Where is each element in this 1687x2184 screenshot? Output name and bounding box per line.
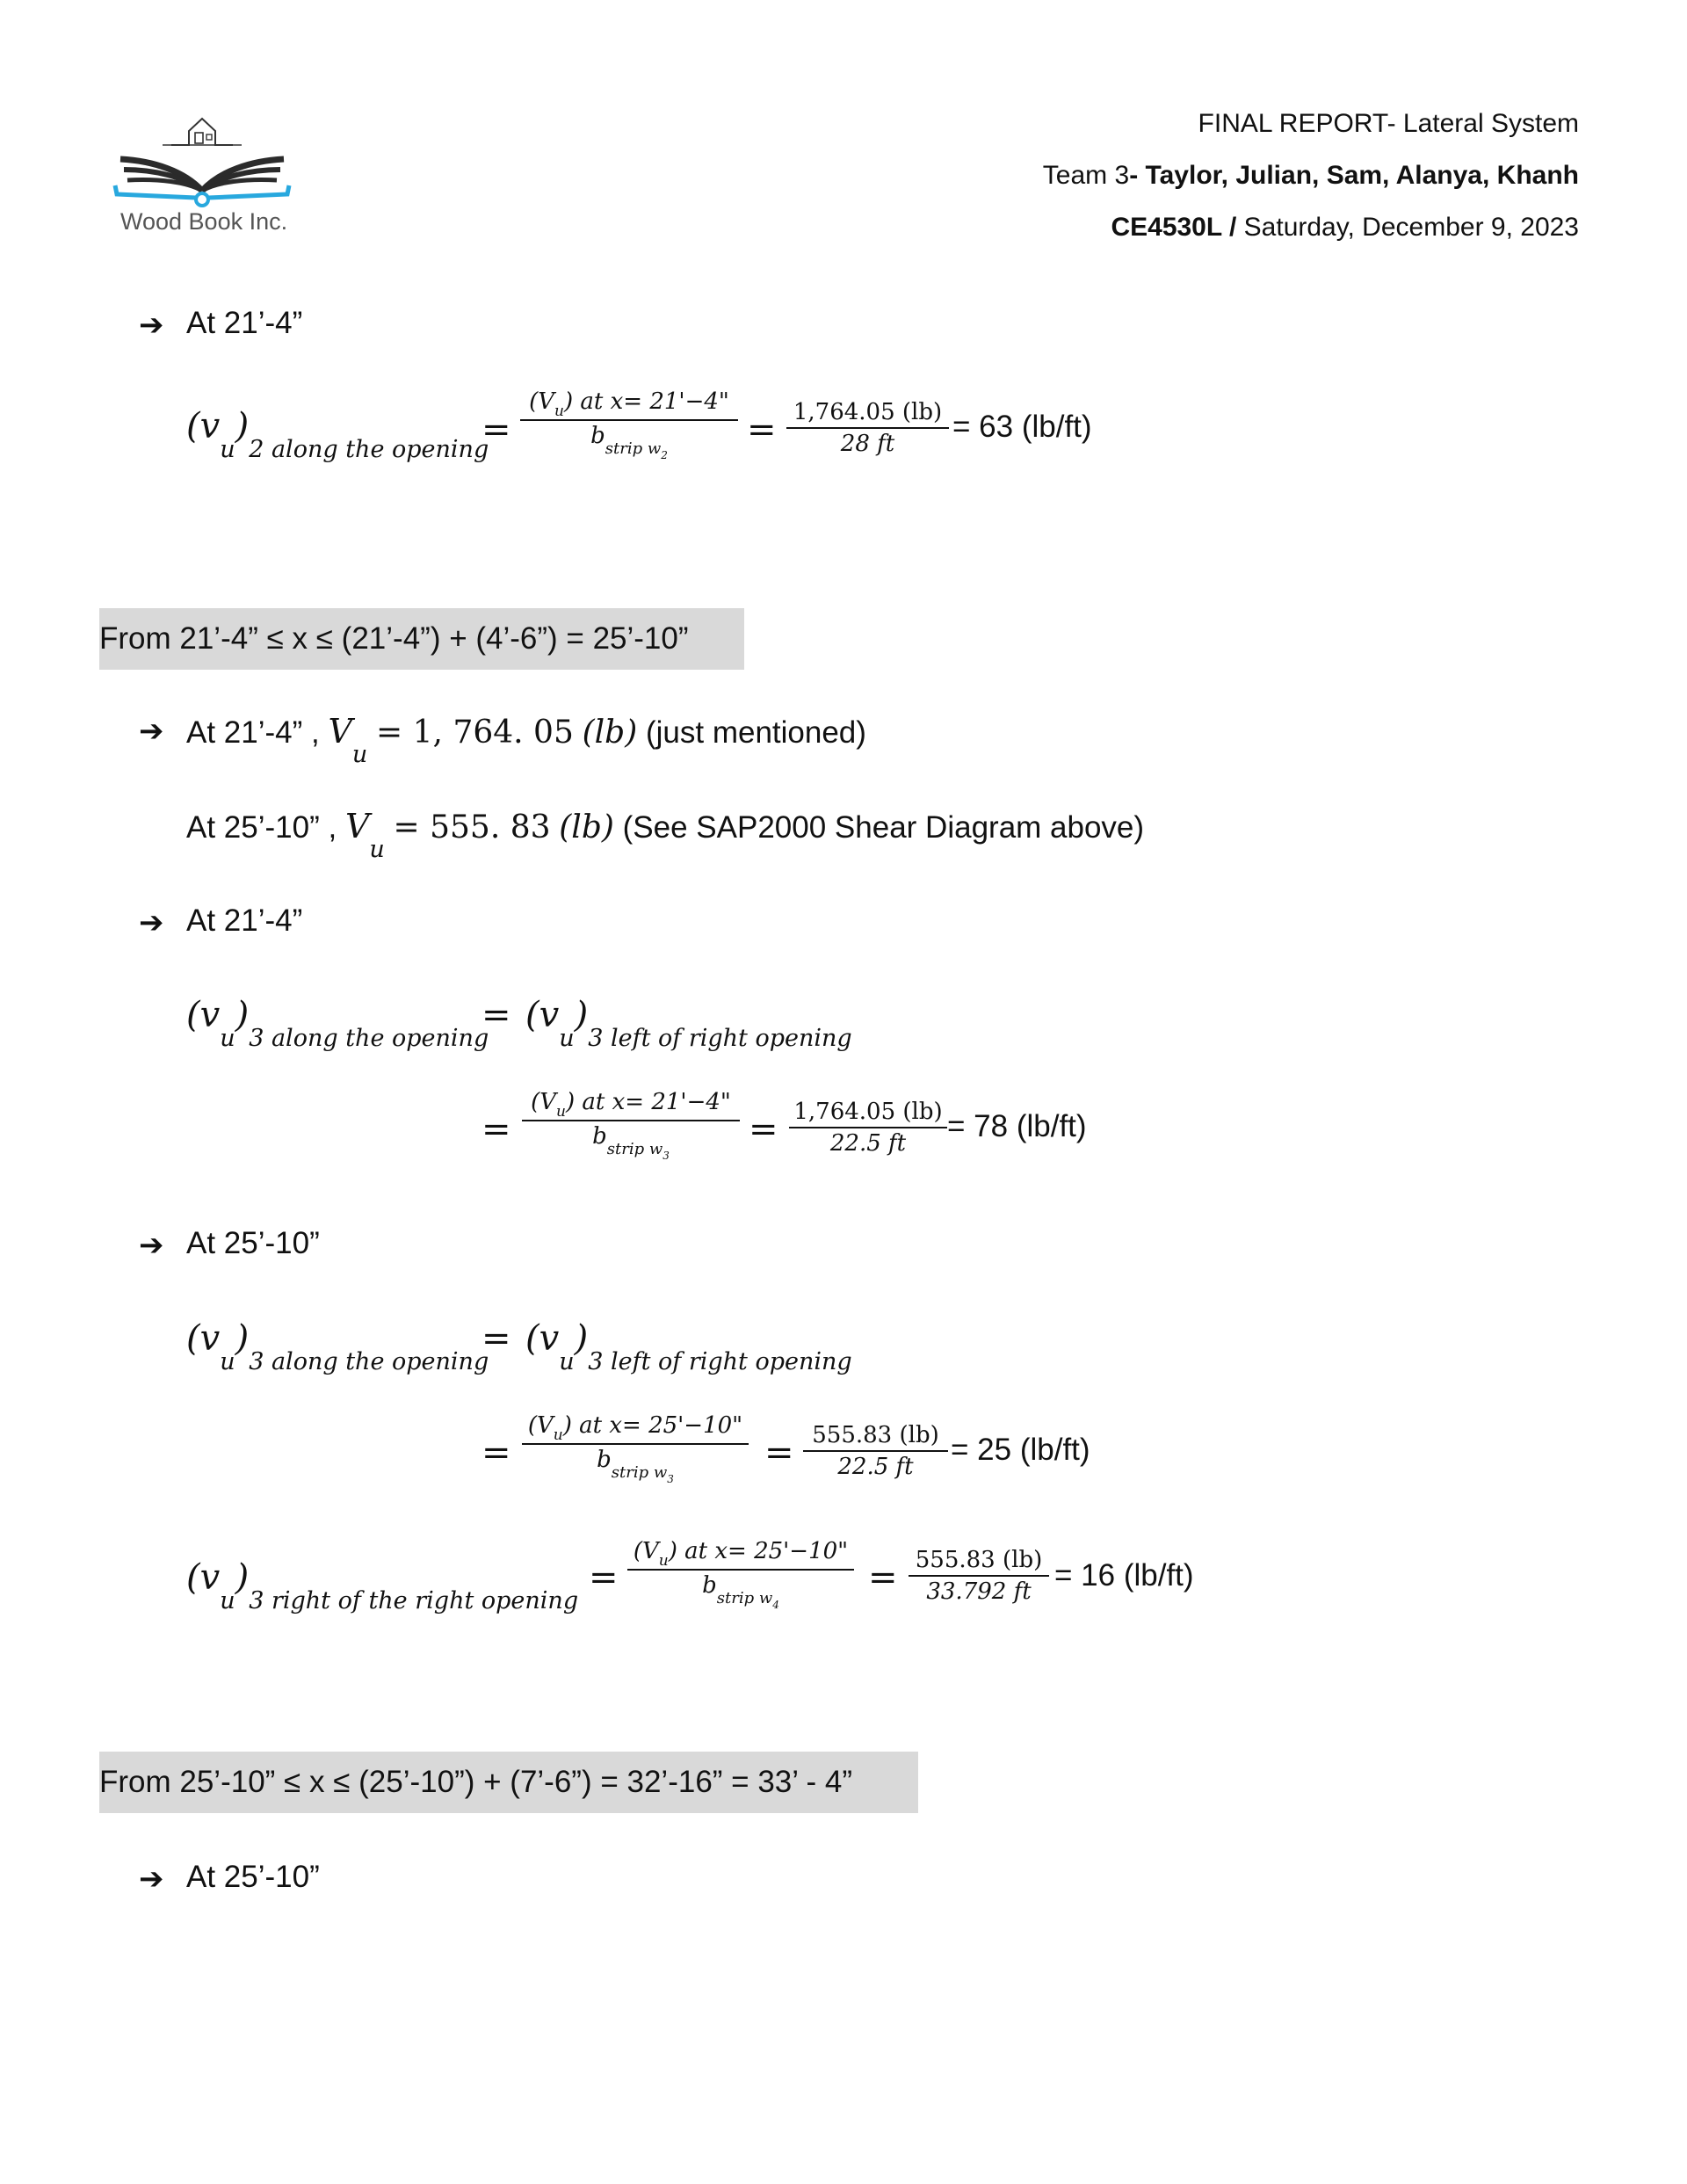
section-banner-1: From 21’-4” ≤ x ≤ (21’-4”) + (4’-6”) = 25’-10” — [99, 608, 744, 670]
eq1-equals-2: = — [747, 410, 777, 450]
eq2-den2: 22.5 ft — [829, 1130, 907, 1157]
course-code: CE4530L / — [1111, 213, 1237, 242]
eq4-den-b: b — [702, 1572, 717, 1599]
eq3-fraction-1 — [522, 1411, 749, 1485]
u-sub: u — [220, 436, 235, 463]
vu2-unit: (lb) — [559, 809, 614, 845]
close-paren: ) — [235, 1557, 250, 1598]
eq3-subscript-right: 3 left of right opening — [588, 1348, 852, 1375]
eq3-den2: 22.5 ft — [837, 1454, 914, 1480]
close-paren: ) — [574, 995, 589, 1035]
eq2-den-subsub: 3 — [662, 1150, 670, 1162]
eq4-den-sub: strip w — [716, 1589, 773, 1607]
close-paren: ) — [235, 406, 250, 446]
u-sub: u — [220, 1025, 235, 1052]
vu2-prefix: At 25’-10” , — [186, 810, 337, 845]
eq2-fraction-1 — [522, 1087, 740, 1162]
eq2-num-v: (V — [531, 1089, 557, 1115]
vu-line-1 — [186, 712, 866, 768]
eq1-num-u: u — [554, 403, 564, 420]
eq1-den2: 28 ft — [840, 431, 895, 457]
eq2-result: = 78 (lb/ft) — [947, 1109, 1087, 1143]
v-symbol: (v — [186, 406, 221, 446]
eq3-equals-top: = — [481, 1318, 511, 1359]
eq2-subscript-left: 3 along the opening — [249, 1025, 489, 1052]
eq3-den-subsub: 3 — [667, 1473, 674, 1485]
eq3-num-rest: ) at x= 25'−10" — [562, 1412, 743, 1439]
v-symbol: (v — [525, 995, 560, 1035]
team-line — [1043, 161, 1579, 191]
bullet-arrow-icon: ➔ — [139, 1229, 164, 1262]
team-label: Team 3 — [1042, 161, 1130, 190]
eq1-subscript: 2 along the opening — [249, 436, 489, 463]
eq2-den-b: b — [592, 1123, 607, 1150]
v-symbol: (v — [525, 1318, 560, 1359]
eq4-num-u: u — [658, 1552, 669, 1570]
u-sub: u — [559, 1348, 575, 1375]
eq3-equals-2: = — [764, 1433, 794, 1473]
eq4-equals-2: = — [868, 1557, 898, 1598]
eq2-num-u: u — [556, 1103, 566, 1121]
eq3-num2: 555.83 (lb) — [812, 1422, 939, 1448]
bullet-arrow-icon: ➔ — [139, 1862, 164, 1896]
eq3-equals-1: = — [481, 1433, 511, 1473]
report-date: Saturday, December 9, 2023 — [1236, 213, 1579, 242]
vu1-note: (just mentioned) — [645, 715, 866, 750]
eq1-num2: 1,764.05 (lb) — [793, 399, 943, 425]
eq2-equals-1: = — [481, 1109, 511, 1150]
eq3-den-b: b — [597, 1447, 612, 1473]
eq4-num-v: (V — [633, 1538, 659, 1564]
eq2-fraction-2 — [789, 1097, 947, 1158]
vu1-unit: (lb) — [582, 715, 638, 751]
eq3-num-u: u — [553, 1426, 563, 1444]
bullet-at-25-10-b: At 25’-10” — [186, 1860, 320, 1894]
team-members: - Taylor, Julian, Sam, Alanya, Khanh — [1129, 161, 1579, 190]
vu-line-2 — [186, 807, 1145, 863]
vu2-V: V — [344, 807, 370, 845]
bullet-arrow-icon: ➔ — [139, 906, 164, 940]
eq3-fraction-2 — [803, 1420, 948, 1482]
bullet-arrow-icon: ➔ — [139, 308, 164, 342]
v-symbol: (v — [186, 1557, 221, 1598]
vu1-V: V — [328, 712, 352, 751]
vu2-note: (See SAP2000 Shear Diagram above) — [622, 810, 1145, 845]
eq4-den2: 33.792 ft — [926, 1578, 1032, 1605]
eq4-fraction-1 — [627, 1536, 854, 1611]
bullet-at-21-4: At 21’-4” — [186, 306, 303, 340]
vu1-prefix: At 21’-4” , — [186, 715, 320, 750]
v-symbol: (v — [186, 1318, 221, 1359]
eq2-num-rest: ) at x= 21'−4" — [566, 1089, 731, 1115]
course-date-line — [1111, 213, 1579, 243]
eq4-result: = 16 (lb/ft) — [1054, 1558, 1194, 1593]
eq3-result: = 25 (lb/ft) — [951, 1433, 1090, 1467]
bullet-at-21-4-b: At 21’-4” — [186, 903, 303, 938]
close-paren: ) — [574, 1318, 589, 1359]
eq1-den-subsub: 2 — [661, 449, 668, 461]
vu2-value: = 555. 83 — [393, 809, 551, 845]
eq4-equals-1: = — [589, 1557, 619, 1598]
eq1-fraction-1 — [520, 387, 738, 461]
eq1-result: = 63 (lb/ft) — [952, 410, 1092, 444]
close-paren: ) — [235, 1318, 250, 1359]
eq4-num2: 555.83 (lb) — [915, 1547, 1043, 1573]
eq3-den-sub: strip w — [611, 1463, 668, 1482]
eq2-num2: 1,764.05 (lb) — [793, 1099, 943, 1125]
eq1-den-b: b — [590, 423, 605, 449]
eq4-fraction-2 — [909, 1545, 1049, 1607]
eq4-num-rest: ) at x= 25'−10" — [668, 1538, 849, 1564]
book-house-logo-icon — [110, 110, 294, 215]
u-sub: u — [559, 1025, 575, 1052]
eq2-den-sub: strip w — [606, 1140, 663, 1158]
eq3-num-v: (V — [527, 1412, 554, 1439]
eq3-subscript-left: 3 along the opening — [249, 1348, 489, 1375]
eq1-num-v: (V — [529, 388, 555, 415]
eq2-subscript-right: 3 left of right opening — [588, 1025, 852, 1052]
eq4-den-subsub: 4 — [772, 1599, 779, 1611]
eq1-num-rest: ) at x= 21'−4" — [564, 388, 729, 415]
eq2-equals-2: = — [749, 1109, 778, 1150]
eq1-equals-1: = — [481, 410, 511, 450]
company-name: Wood Book Inc. — [120, 208, 288, 235]
eq1-fraction-2 — [786, 397, 949, 459]
eq1-den-sub: strip w — [605, 439, 662, 458]
report-title: FINAL REPORT- Lateral System — [1198, 109, 1579, 138]
vu1-value: = 1, 764. 05 — [376, 715, 574, 751]
section-banner-2: From 25’-10” ≤ x ≤ (25’-10”) + (7’-6”) = 32’-16” = 33’ - 4” — [99, 1752, 918, 1813]
close-paren: ) — [235, 995, 250, 1035]
company-logo — [110, 110, 294, 242]
bullet-at-25-10: At 25’-10” — [186, 1226, 320, 1260]
u-sub: u — [220, 1587, 235, 1614]
vu1-u: u — [351, 741, 368, 768]
u-sub: u — [220, 1348, 235, 1375]
bullet-arrow-icon: ➔ — [139, 715, 164, 748]
v-symbol: (v — [186, 995, 221, 1035]
eq2-equals-top: = — [481, 995, 511, 1035]
eq4-subscript-left: 3 right of the right opening — [249, 1587, 579, 1614]
vu2-u: u — [369, 836, 385, 863]
